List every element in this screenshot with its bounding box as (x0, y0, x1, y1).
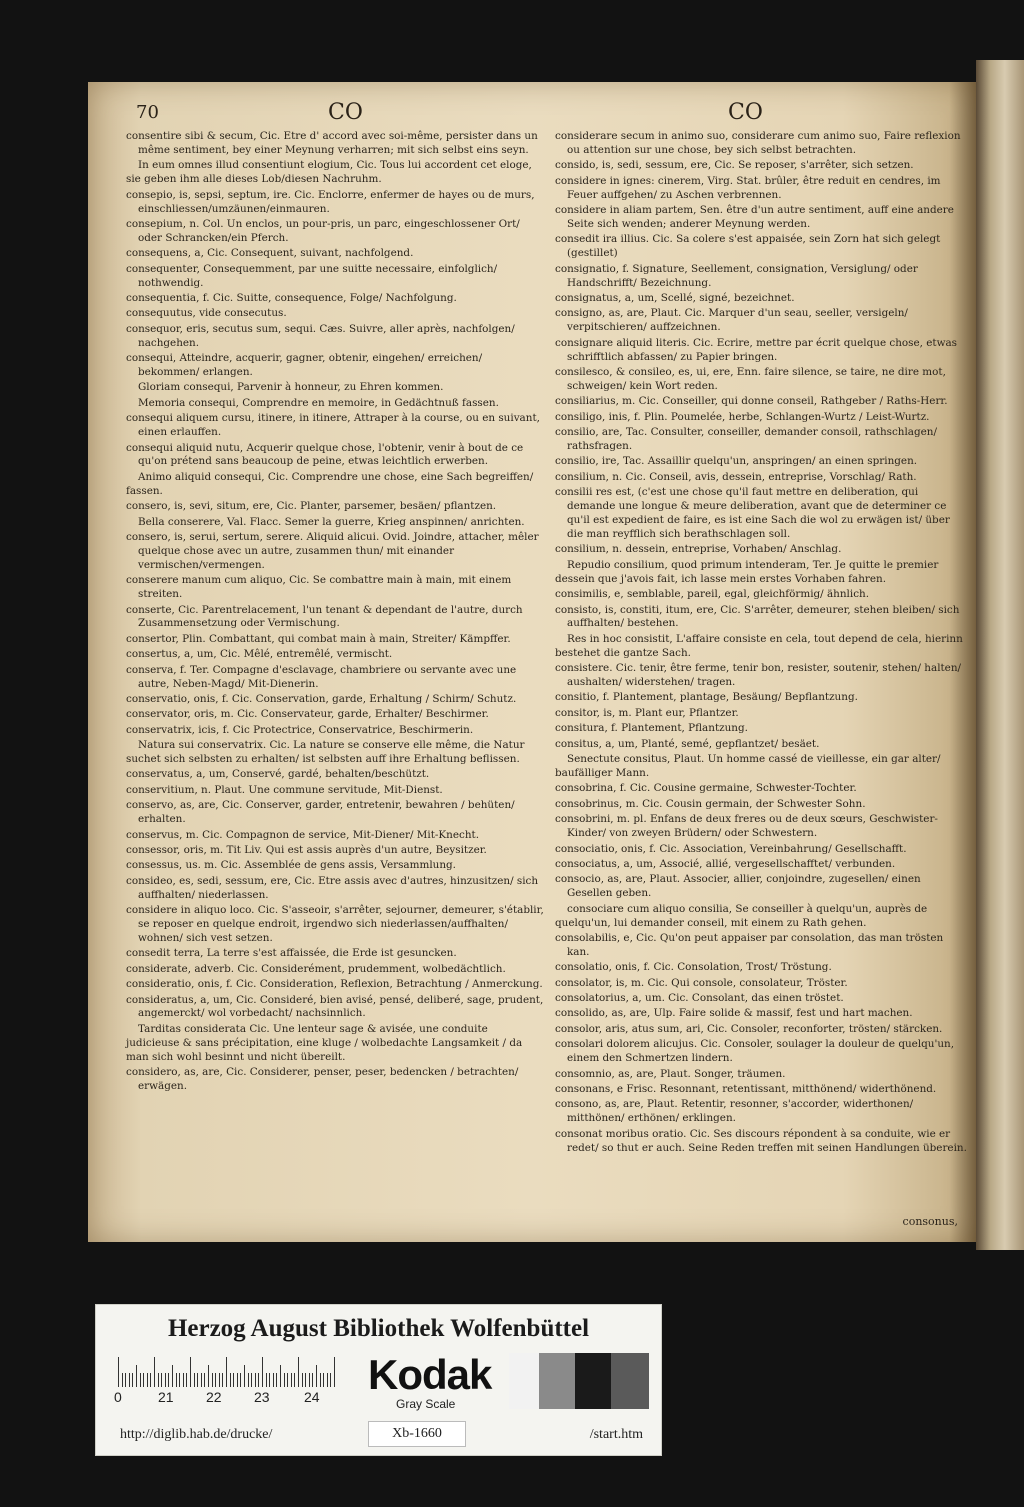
dictionary-entry: consiligo, inis, f. Plin. Poumelée, herbe, Schlangen-Wurtz / Leist-Wurtz. (555, 410, 930, 423)
ruler-tick (143, 1373, 144, 1387)
shelfmark: Xb-1660 (368, 1421, 466, 1447)
dictionary-entry: considere in aliquo loco. Cic. S'asseoir, s'arrêter, sejourner, demeurer, s'établir, se reposer en quelque endroit, irgendwo sich niederlassen/auffhalten/ wohnen/ sich vest setzen. (126, 904, 544, 944)
left-column (126, 130, 544, 1095)
dictionary-entry: consero, is, serui, sertum, serere. Aliquid alicui. Ovid. Joindre, attacher, mêler quelque chose avec un autre, zusammen thun/ mit einander vermischen/vermengen. (126, 530, 539, 571)
dictionary-entry: consitio, f. Plantement, plantage, Besäung/ Bepflantzung. (555, 691, 858, 704)
dictionary-entry: Memoria consequi, Comprendre en memoire, in Gedächtnuß fassen. (138, 396, 499, 409)
dictionary-entry: consilio, are, Tac. Consulter, conseiller, demander consoil, rathschlagen/ rathsfragen. (555, 426, 937, 453)
dictionary-entry: Natura sui conservatrix. Cic. La nature se conserve elle même, die Natur suchet sich selbsten zu erhalten/ ist selbsten auff ihre Erhaltung beflissen. (126, 739, 525, 766)
ruler-tick (262, 1357, 263, 1387)
dictionary-entry: consociatus, a, um, Associé, allié, vergesellschafftet/ verbunden. (555, 857, 896, 870)
dictionary-entry: consiliarius, m. Cic. Conseiller, qui donne conseil, Rathgeber / Raths-Herr. (555, 395, 948, 408)
dictionary-entry: consequenter, Consequemment, par une suitte necessaire, einfolglich/ nothwendig. (126, 262, 498, 289)
dictionary-entry: Res in hoc consistit, L'affaire consiste en cela, tout depend de cela, hierinn bestehet die gantze Sach. (555, 632, 963, 659)
dictionary-entry: consequi aliquem cursu, itinere, in itinere, Attraper à la course, ou en suivant, einen erlauffen. (126, 412, 540, 439)
dictionary-entry: conserere manum cum aliquo, Cic. Se combattre main à main, mit einem streiten. (126, 574, 512, 601)
dictionary-entry: consolari dolorem alicujus. Cic. Consoler, soulager la douleur de quelqu'un, einem den Schmertzen lindern. (555, 1038, 955, 1065)
ruler-tick (226, 1357, 227, 1387)
ruler-number: 21 (158, 1389, 174, 1405)
dictionary-entry: consigno, as, are, Plaut. Cic. Marquer d'un seau, seeller, versigeln/ verpitschieren/ auffzeichnen. (555, 307, 908, 334)
ruler-numbers (114, 1389, 344, 1409)
dictionary-entry: consertor, Plin. Combattant, qui combat main à main, Streiter/ Kämpffer. (126, 632, 511, 645)
ruler-tick (122, 1373, 123, 1387)
ruler-tick (276, 1373, 277, 1387)
dictionary-entry: consignatio, f. Signature, Seellement, consignation, Versiglung/ oder Handschrifft/ Bezeichnung. (555, 262, 918, 289)
ruler-tick (251, 1373, 252, 1387)
ruler-tick (190, 1357, 191, 1387)
dictionary-entry: consilio, ire, Tac. Assaillir quelqu'un, anspringen/ an einen springen. (555, 455, 918, 468)
dictionary-entry: consolator, is, m. Cic. Qui console, consolateur, Tröster. (555, 976, 848, 989)
dictionary-entry: consobrina, f. Cic. Cousine germaine, Schwester-Tochter. (555, 782, 857, 795)
ruler-tick (294, 1373, 295, 1387)
ruler-tick (118, 1357, 119, 1387)
book-page (88, 82, 976, 1242)
ruler-tick (323, 1373, 324, 1387)
dictionary-entry: consolatio, onis, f. Cic. Consolation, Trost/ Tröstung. (555, 961, 832, 974)
ruler-tick (316, 1365, 317, 1387)
dictionary-entry: consilium, n. Cic. Conseil, avis, dessein, entreprise, Vorschlag/ Rath. (555, 470, 917, 483)
dictionary-entry: consistere. Cic. tenir, être ferme, tenir bon, resister, soutenir, stehen/ halten/ aushalten/ widerstehen/ tragen. (555, 662, 962, 689)
dictionary-entry: consedit ira illius. Cic. Sa colere s'est appaisée, sein Zorn hat sich gelegt (gestillet) (555, 233, 941, 260)
ruler-tick (140, 1373, 141, 1387)
dictionary-entry: consobrinus, m. Cic. Cousin germain, der Schwester Sohn. (555, 797, 866, 810)
ruler-tick (201, 1373, 202, 1387)
dictionary-entry: consequentia, f. Cic. Suitte, consequence, Folge/ Nachfolgung. (126, 291, 457, 304)
dictionary-entry: consessor, oris, m. Tit Liv. Qui est assis auprès d'un autre, Beysitzer. (126, 844, 487, 856)
dictionary-entry: consentire sibi & secum, Cic. Etre d' accord avec soi-même, persister dans un même sentiment, bey einer Meynung verharren; mit sich selbst eins seyn. (126, 130, 538, 156)
library-title: Herzog August Bibliothek Wolfenbüttel (167, 1315, 590, 1342)
dictionary-entry: Repudio consilium, quod primum intenderam, Ter. Je quitte le premier dessein que j'avois fait, ich lasse mein erstes Vorhaben fahren. (555, 558, 939, 585)
dictionary-entry: consitus, a, um, Planté, semé, gepflantzet/ besäet. (555, 737, 820, 750)
ruler-tick (150, 1373, 151, 1387)
dictionary-entry: conservatrix, icis, f. Cic Protectrice, Conservatrice, Beschirmerin. (126, 723, 474, 736)
dictionary-entry: consocio, as, are, Plaut. Associer, allier, conjoindre, zugesellen/ einen Gesellen geben. (555, 873, 921, 900)
dictionary-entry: consequi aliquid nutu, Acquerir quelque chose, l'obtenir, venir à bout de ce qu'on prétend sans beaucoup de peine, etwas leichtlich erwerben. (126, 441, 524, 468)
ruler-tick (208, 1365, 209, 1387)
ruler-tick (186, 1373, 187, 1387)
dictionary-entry: consilium, n. dessein, entreprise, Vorhaben/ Anschlag. (555, 543, 842, 556)
dictionary-entry: Gloriam consequi, Parvenir à honneur, zu Ehren kommen. (138, 381, 444, 394)
dictionary-entry: consideratio, onis, f. Cic. Consideration, Reflexion, Betrachtung / Anmerckung. (126, 978, 543, 991)
dictionary-entry: consepium, n. Col. Un enclos, un pour-pris, un parc, eingeschlossener Ort/ oder Schrancken/ein Pferch. (126, 217, 520, 244)
dictionary-entry: considere in aliam partem, Sen. être d'un autre sentiment, auff eine andere Seite sich wenden; anderer Meynung werden. (555, 204, 954, 230)
ruler-tick (266, 1373, 267, 1387)
dictionary-entry: conservitium, n. Plaut. Une commune servitude, Mit-Dienst. (126, 783, 443, 796)
dictionary-entry: consideratus, a, um, Cic. Consideré, bien avisé, pensé, deliberé, sage, prudent, angemerckt/ wol vorbedacht/ nachsinnlich. (126, 993, 544, 1020)
dictionary-entry: consessus, us. m. Cic. Assemblée de gens assis, Versammlung. (126, 859, 456, 872)
dictionary-entry: consequens, a, Cic. Consequent, suivant, nachfolgend. (126, 247, 414, 260)
dictionary-entry: conservus, m. Cic. Compagnon de service, Mit-Diener/ Mit-Knecht. (126, 828, 479, 841)
ruler-tick (197, 1373, 198, 1387)
ruler-number: 22 (206, 1389, 222, 1405)
dictionary-entry: Bella conserere, Val. Flacc. Semer la guerre, Krieg anspinnen/ anrichten. (138, 515, 525, 528)
ruler-tick (327, 1373, 328, 1387)
dictionary-entry: consono, as, are, Plaut. Retentir, resonner, s'accorder, widerthonen/ mitthönen/ erthönen/ erklingen. (555, 1098, 914, 1125)
dictionary-entry: conservatio, onis, f. Cic. Conservation, garde, Erhaltung / Schirm/ Schutz. (126, 692, 517, 705)
next-page-edge (976, 60, 1024, 1250)
dictionary-entry: conserte, Cic. Parentrelacement, l'un tenant & dependant de l'autre, durch Zusammensetzung oder Vermischung. (126, 603, 523, 630)
dictionary-entry: consisto, is, constiti, itum, ere, Cic. S'arrêter, demeurer, stehen bleiben/ sich auffhalten/ bestehen. (555, 603, 960, 630)
dictionary-entry: consonat moribus oratio. Cic. Ses discours répondent à sa conduite, wie er redet/ so thut er auch. Seine Reden treffen mit seinen Handlungen überein. (555, 1127, 967, 1154)
ruler-tick (273, 1373, 274, 1387)
dictionary-entry: consilesco, & consileo, es, ui, ere, Enn. faire silence, se taire, ne dire mot, schweigen/ kein Wort reden. (555, 366, 946, 392)
ruler-tick (219, 1373, 220, 1387)
ruler-number: 0 (114, 1389, 122, 1405)
gray-patch (611, 1353, 649, 1409)
dictionary-entry: consomnio, as, are, Plaut. Songer, träumen. (555, 1067, 786, 1080)
dictionary-entry: Animo aliquid consequi, Cic. Comprendre une chose, eine Sach begreiffen/ fassen. (126, 470, 534, 497)
dictionary-entry: consido, is, sedi, sessum, ere, Cic. Se reposer, s'arrêter, sich setzen. (555, 159, 914, 172)
ruler-tick (237, 1373, 238, 1387)
dictionary-entry: conservator, oris, m. Cic. Conservateur, garde, Erhalter/ Beschirmer. (126, 708, 489, 721)
ruler-tick (244, 1365, 245, 1387)
gray-scale-label: Gray Scale (396, 1397, 456, 1411)
ruler-number: 24 (304, 1389, 320, 1405)
dictionary-entry: consideo, es, sedi, sessum, ere, Cic. Etre assis avec d'autres, hinzusitzen/ sich auffhalten/ niederlassen. (126, 874, 539, 901)
ruler-tick (165, 1373, 166, 1387)
dictionary-entry: consolor, aris, atus sum, ari, Cic. Consoler, reconforter, trösten/ stärcken. (555, 1022, 943, 1035)
ruler-tick (287, 1373, 288, 1387)
running-head-left: CO (328, 100, 363, 125)
dictionary-entry: consilii res est, (c'est une chose qu'il faut mettre en deliberation, qui demande une longue & meure deliberation, avant que de determiner ce qu'il est expedient de faire, es ist eine Sach die wol zu erwägen ist/ über die man reyfflich sich berathschlagen soll. (555, 486, 950, 540)
right-column (555, 130, 967, 1157)
gray-patch (575, 1353, 611, 1409)
ruler-tick (233, 1373, 234, 1387)
ruler-tick (255, 1373, 256, 1387)
dictionary-entry: Tarditas considerata Cic. Une lenteur sage & avisée, une conduite judicieuse & sans précipitation, eine kluge / wolbedachte Langsamkeit / da man sich wohl besinnt und nicht übereilt. (126, 1022, 523, 1063)
dictionary-entry: consociatio, onis, f. Cic. Association, Vereinbahrung/ Gesellschafft. (555, 842, 907, 855)
ruler-tick (176, 1373, 177, 1387)
ruler-tick (280, 1365, 281, 1387)
gray-patches (509, 1353, 649, 1409)
ruler-tick (183, 1373, 184, 1387)
ruler-tick (291, 1373, 292, 1387)
ruler-tick (230, 1373, 231, 1387)
ruler-tick (248, 1373, 249, 1387)
dictionary-entry: consequutus, vide consecutus. (126, 307, 287, 320)
ruler-tick (194, 1373, 195, 1387)
dictionary-entry: consolabilis, e, Cic. Qu'on peut appaiser par consolation, das man trösten kan. (555, 931, 944, 958)
dictionary-entry: consequi, Atteindre, acquerir, gagner, obtenir, eingehen/ erreichen/ bekommen/ erlangen. (126, 352, 483, 378)
dictionary-entry: consero, is, sevi, situm, ere, Cic. Planter, parsemer, besäen/ pflantzen. (126, 500, 497, 513)
ruler-tick (168, 1373, 169, 1387)
dictionary-entry: consimilis, e, semblable, pareil, egal, gleichförmig/ ähnlich. (555, 588, 870, 601)
ruler-number: 23 (254, 1389, 270, 1405)
ruler-tick (240, 1373, 241, 1387)
ruler-tick (158, 1373, 159, 1387)
ruler-tick (212, 1373, 213, 1387)
dictionary-entry: conservatus, a, um, Conservé, gardé, behalten/beschützt. (126, 768, 430, 781)
catchword: consonus, (902, 1215, 958, 1228)
page-number: 70 (136, 102, 159, 123)
ruler-tick (258, 1373, 259, 1387)
ruler-tick (284, 1373, 285, 1387)
dictionary-entry: conservo, as, are, Cic. Conserver, garder, entretenir, bewahren / behüten/ erhalten. (126, 799, 515, 826)
ruler-tick (305, 1373, 306, 1387)
ruler-scale (118, 1355, 334, 1387)
dictionary-entry: In eum omnes illud consentiunt elogium, Cic. Tous lui accordent cet eloge, sie geben ihm alle dieses Lob/diesen Nachruhm. (126, 159, 532, 186)
running-head-right: CO (728, 100, 763, 125)
dictionary-entry: consitura, f. Plantement, Pflantzung. (555, 722, 748, 735)
ruler-tick (215, 1373, 216, 1387)
dictionary-entry: consedit terra, La terre s'est affaissée, die Erde ist gesuncken. (126, 947, 457, 960)
dictionary-entry: considere in ignes: cinerem, Virg. Stat. brûler, être reduit en cendres, im Feuer auffgehen/ zu Aschen verbrennen. (555, 174, 941, 201)
ruler-tick (320, 1373, 321, 1387)
ruler-tick (136, 1365, 137, 1387)
dictionary-entry: consignatus, a, um, Scellé, signé, bezeichnet. (555, 291, 795, 304)
gray-patch (509, 1353, 539, 1409)
ruler-tick (154, 1357, 155, 1387)
start-link: /start.htm (589, 1427, 643, 1442)
ruler-tick (125, 1373, 126, 1387)
dictionary-entry: considerate, adverb. Cic. Considerément, prudemment, wolbedächtlich. (126, 962, 506, 975)
ruler-tick (172, 1365, 173, 1387)
kodak-logo: Kodak (368, 1351, 492, 1398)
dictionary-entry: considero, as, are, Cic. Considerer, penser, peser, bedencken / betrachten/ erwägen. (126, 1066, 519, 1092)
ruler-tick (179, 1373, 180, 1387)
dictionary-entry: consitor, is, m. Plant eur, Pflantzer. (555, 706, 739, 719)
dictionary-entry: consobrini, m. pl. Enfans de deux freres ou de deux sœurs, Geschwister-Kinder/ von zweyen Brüdern/ oder Schwestern. (555, 813, 938, 840)
dictionary-entry: consertus, a, um, Cic. Mêlé, entremêlé, vermischt. (126, 648, 393, 661)
ruler-tick (132, 1373, 133, 1387)
color-target-card (95, 1304, 662, 1456)
dictionary-entry: consequor, eris, secutus sum, sequi. Cæs. Suivre, aller après, nachfolgen/ nachgehen. (126, 322, 515, 349)
gray-patch (539, 1353, 575, 1409)
ruler-tick (330, 1373, 331, 1387)
ruler-tick (204, 1373, 205, 1387)
dictionary-entry: consociare cum aliquo consilia, Se conseiller à quelqu'un, auprès de quelqu'un, lui demander conseil, mit einem zu Rath gehen. (555, 902, 928, 929)
library-url: http://diglib.hab.de/drucke/ (120, 1427, 273, 1442)
ruler-tick (309, 1373, 310, 1387)
ruler-tick (334, 1357, 335, 1387)
dictionary-entry: conserva, f. Ter. Compagne d'esclavage, chambriere ou servante avec une autre, Neben-Magd/ Mit-Dienerin. (126, 663, 517, 690)
dictionary-entry: consolido, as, are, Ulp. Faire solide & massif, fest und hart machen. (555, 1007, 913, 1020)
dictionary-entry: consepio, is, sepsi, septum, ire. Cic. Enclorre, enfermer de hayes ou de murs, einschliessen/umzäunen/einmauren. (126, 188, 535, 215)
target-footer (96, 1419, 661, 1451)
dictionary-entry: considerare secum in animo suo, considerare cum animo suo, Faire reflexion ou attention sur une chose, bey sich selbst betrachten. (555, 130, 961, 156)
ruler-tick (147, 1373, 148, 1387)
ruler-tick (298, 1357, 299, 1387)
dictionary-entry: consonans, e Frisc. Resonnant, retentissant, mitthönend/ widerthönend. (555, 1083, 937, 1095)
dictionary-entry: consolatorius, a, um. Cic. Consolant, das einen tröstet. (555, 992, 844, 1005)
ruler-tick (161, 1373, 162, 1387)
dictionary-entry: Senectute consitus, Plaut. Un homme cassé de vieillesse, ein gar alter/ baufälliger Mann. (555, 753, 941, 779)
ruler-tick (302, 1373, 303, 1387)
ruler-tick (129, 1373, 130, 1387)
ruler-tick (312, 1373, 313, 1387)
dictionary-entry: consignare aliquid literis. Cic. Ecrire, mettre par écrit quelque chose, etwas schrifftlich abfassen/ zu Papier bringen. (555, 336, 957, 363)
ruler-tick (269, 1373, 270, 1387)
ruler-tick (222, 1373, 223, 1387)
